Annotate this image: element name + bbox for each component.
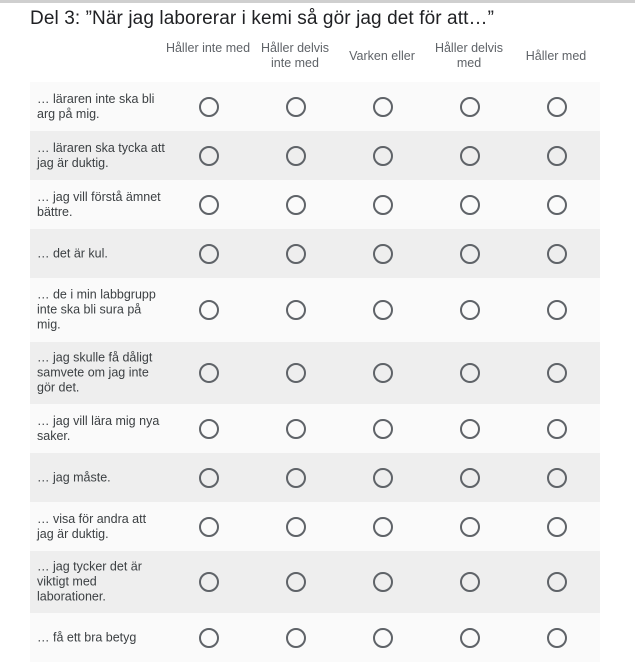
row-label: … de i min labbgrupp inte ska bli sura på mig. bbox=[37, 287, 156, 332]
radio-option-3[interactable] bbox=[373, 300, 393, 320]
radio-option-1[interactable] bbox=[199, 419, 219, 439]
top-divider bbox=[0, 0, 635, 3]
radio-option-3[interactable] bbox=[373, 195, 393, 215]
grid-row bbox=[30, 342, 600, 404]
radio-option-2[interactable] bbox=[286, 628, 306, 648]
grid-row bbox=[30, 131, 600, 180]
radio-option-1[interactable] bbox=[199, 363, 219, 383]
radio-option-3[interactable] bbox=[373, 419, 393, 439]
row-label: … jag skulle få dåligt samvete om jag inte gör det. bbox=[37, 350, 153, 395]
radio-option-2[interactable] bbox=[286, 517, 306, 537]
column-header-4: Håller delvis med bbox=[434, 41, 504, 70]
radio-option-2[interactable] bbox=[286, 363, 306, 383]
row-label: … få ett bra betyg bbox=[37, 630, 137, 644]
radio-option-2[interactable] bbox=[286, 244, 306, 264]
radio-option-1[interactable] bbox=[199, 195, 219, 215]
row-label: … läraren inte ska bli arg på mig. bbox=[37, 91, 155, 121]
radio-option-1[interactable] bbox=[199, 517, 219, 537]
grid-row bbox=[30, 404, 600, 453]
radio-option-3[interactable] bbox=[373, 572, 393, 592]
radio-option-1[interactable] bbox=[199, 628, 219, 648]
grid-header bbox=[30, 41, 600, 77]
radio-option-2[interactable] bbox=[286, 300, 306, 320]
radio-option-4[interactable] bbox=[460, 195, 480, 215]
radio-option-2[interactable] bbox=[286, 468, 306, 488]
radio-option-3[interactable] bbox=[373, 97, 393, 117]
grid-row bbox=[30, 180, 600, 229]
radio-option-3[interactable] bbox=[373, 363, 393, 383]
radio-option-1[interactable] bbox=[199, 468, 219, 488]
radio-option-2[interactable] bbox=[286, 97, 306, 117]
radio-option-4[interactable] bbox=[460, 419, 480, 439]
radio-option-4[interactable] bbox=[460, 363, 480, 383]
radio-option-3[interactable] bbox=[373, 468, 393, 488]
row-label: … det är kul. bbox=[37, 246, 108, 260]
radio-option-4[interactable] bbox=[460, 146, 480, 166]
radio-option-3[interactable] bbox=[373, 628, 393, 648]
radio-option-3[interactable] bbox=[373, 517, 393, 537]
grid-row bbox=[30, 613, 600, 662]
radio-option-5[interactable] bbox=[547, 468, 567, 488]
radio-option-4[interactable] bbox=[460, 468, 480, 488]
row-label: … visa för andra att jag är duktig. bbox=[37, 511, 147, 541]
radio-option-5[interactable] bbox=[547, 572, 567, 592]
radio-option-5[interactable] bbox=[547, 517, 567, 537]
radio-option-2[interactable] bbox=[286, 195, 306, 215]
grid-row bbox=[30, 453, 600, 502]
column-header-5: Håller med bbox=[525, 49, 587, 63]
grid-row bbox=[30, 82, 600, 131]
column-header-3: Varken eller bbox=[349, 49, 415, 63]
radio-option-3[interactable] bbox=[373, 244, 393, 264]
radio-option-2[interactable] bbox=[286, 146, 306, 166]
radio-option-5[interactable] bbox=[547, 419, 567, 439]
radio-option-5[interactable] bbox=[547, 244, 567, 264]
grid-row bbox=[30, 278, 600, 342]
grid-row bbox=[30, 502, 600, 551]
radio-option-4[interactable] bbox=[460, 572, 480, 592]
radio-option-5[interactable] bbox=[547, 363, 567, 383]
radio-option-1[interactable] bbox=[199, 97, 219, 117]
radio-option-5[interactable] bbox=[547, 300, 567, 320]
section-title: Del 3: ”När jag laborerar i kemi så gör jag det för att…” bbox=[30, 8, 494, 29]
radio-option-4[interactable] bbox=[460, 244, 480, 264]
radio-option-3[interactable] bbox=[373, 146, 393, 166]
radio-option-4[interactable] bbox=[460, 300, 480, 320]
radio-option-4[interactable] bbox=[460, 517, 480, 537]
row-label: … jag vill förstå ämnet bättre. bbox=[37, 189, 161, 219]
radio-option-1[interactable] bbox=[199, 244, 219, 264]
radio-option-4[interactable] bbox=[460, 628, 480, 648]
row-label: … läraren ska tycka att jag är duktig. bbox=[37, 140, 165, 170]
radio-option-1[interactable] bbox=[199, 300, 219, 320]
radio-option-5[interactable] bbox=[547, 628, 567, 648]
radio-option-2[interactable] bbox=[286, 572, 306, 592]
grid-row bbox=[30, 551, 600, 613]
radio-option-1[interactable] bbox=[199, 572, 219, 592]
row-label: … jag måste. bbox=[37, 470, 111, 484]
radio-option-5[interactable] bbox=[547, 97, 567, 117]
radio-option-2[interactable] bbox=[286, 419, 306, 439]
likert-grid bbox=[30, 82, 600, 662]
grid-row bbox=[30, 229, 600, 278]
radio-option-4[interactable] bbox=[460, 97, 480, 117]
row-label: … jag vill lära mig nya saker. bbox=[37, 413, 160, 443]
radio-option-5[interactable] bbox=[547, 146, 567, 166]
row-label: … jag tycker det är viktigt med laborationer. bbox=[37, 559, 142, 604]
radio-option-1[interactable] bbox=[199, 146, 219, 166]
column-header-2: Håller delvis inte med bbox=[260, 41, 330, 70]
column-header-1: Håller inte med bbox=[165, 41, 251, 55]
radio-option-5[interactable] bbox=[547, 195, 567, 215]
